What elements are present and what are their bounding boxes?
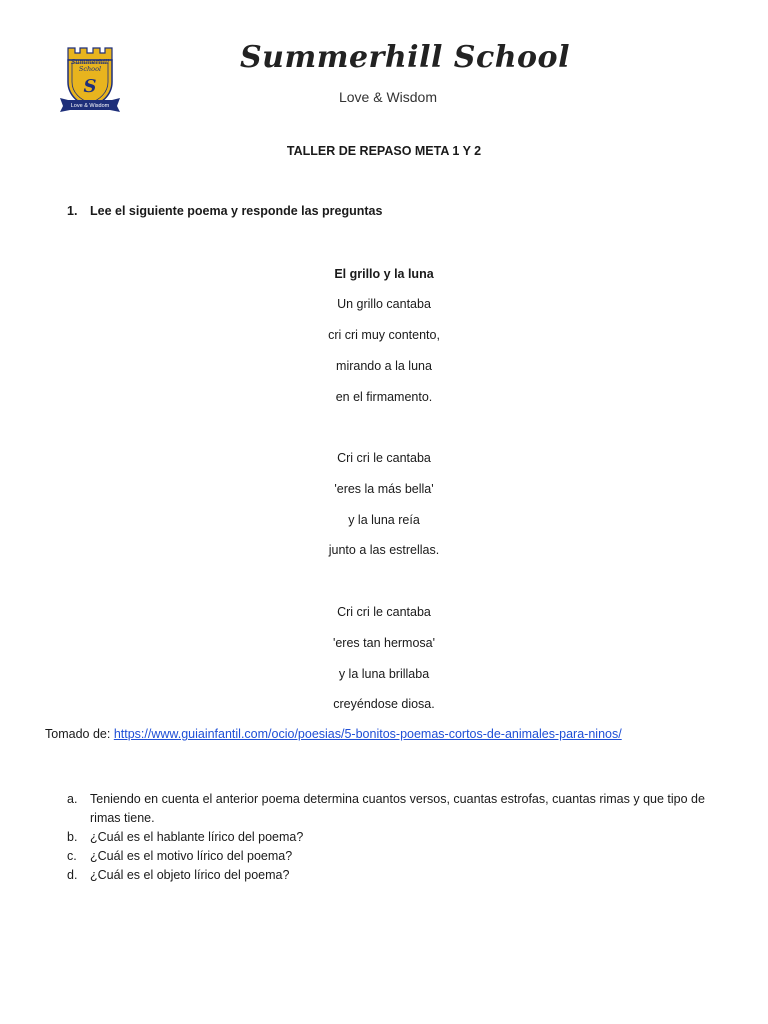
crest-monogram: S bbox=[83, 76, 97, 97]
question-1-text: Lee el siguiente poema y responde las preguntas bbox=[90, 204, 383, 218]
school-motto: Love & Wisdom bbox=[338, 89, 438, 105]
source-citation bbox=[45, 727, 622, 741]
document-title: TALLER DE REPASO META 1 Y 2 bbox=[286, 144, 482, 158]
poem-line: junto a las estrellas. bbox=[328, 543, 440, 557]
crest-text-line1: Summerhill bbox=[70, 58, 110, 66]
poem-line: en el firmamento. bbox=[335, 390, 433, 404]
list-item-letter: a. bbox=[67, 792, 78, 806]
list-item-text: ¿Cuál es el hablante lírico del poema? bbox=[90, 830, 304, 844]
school-crest-logo bbox=[58, 44, 122, 112]
list-item-text: Teniendo en cuenta el anterior poema determina cuantos versos, cuantas estrofas, cuantas rimas y que tipo de rimas tiene. bbox=[90, 792, 705, 825]
list-item-letter: d. bbox=[67, 868, 78, 882]
poem-line: cri cri muy contento, bbox=[328, 328, 440, 342]
poem-line: y la luna brillaba bbox=[338, 667, 430, 681]
source-link[interactable]: https://www.guiainfantil.com/ocio/poesias/5-bonitos-poemas-cortos-de-animales-para-ninos/ bbox=[113, 727, 622, 741]
source-label: Tomado de: bbox=[45, 727, 111, 741]
poem-line: Un grillo cantaba bbox=[337, 297, 431, 311]
poem-title: El grillo y la luna bbox=[334, 267, 434, 281]
list-item bbox=[67, 828, 707, 847]
poem-line: Cri cri le cantaba bbox=[337, 451, 431, 465]
question-1 bbox=[67, 204, 382, 218]
crest-text-line2: School bbox=[78, 65, 102, 73]
poem-line: 'eres la más bella' bbox=[334, 482, 434, 496]
poem-line: mirando a la luna bbox=[336, 359, 432, 373]
question-1-number: 1. bbox=[67, 204, 78, 218]
list-item bbox=[67, 847, 707, 866]
crest-ribbon-text: Love & Wisdom bbox=[70, 103, 110, 109]
question-list bbox=[67, 790, 707, 885]
school-name: Summerhill School bbox=[240, 40, 570, 75]
poem-line: Cri cri le cantaba bbox=[337, 605, 431, 619]
list-item bbox=[67, 790, 707, 828]
poem-line: 'eres tan hermosa' bbox=[332, 636, 436, 650]
list-item-letter: c. bbox=[67, 849, 77, 863]
list-item-letter: b. bbox=[67, 830, 78, 844]
list-item bbox=[67, 866, 707, 885]
list-item-text: ¿Cuál es el motivo lírico del poema? bbox=[90, 849, 293, 863]
poem-line: creyéndose diosa. bbox=[333, 697, 435, 711]
list-item-text: ¿Cuál es el objeto lírico del poema? bbox=[90, 868, 290, 882]
poem-line: y la luna reía bbox=[348, 513, 420, 527]
